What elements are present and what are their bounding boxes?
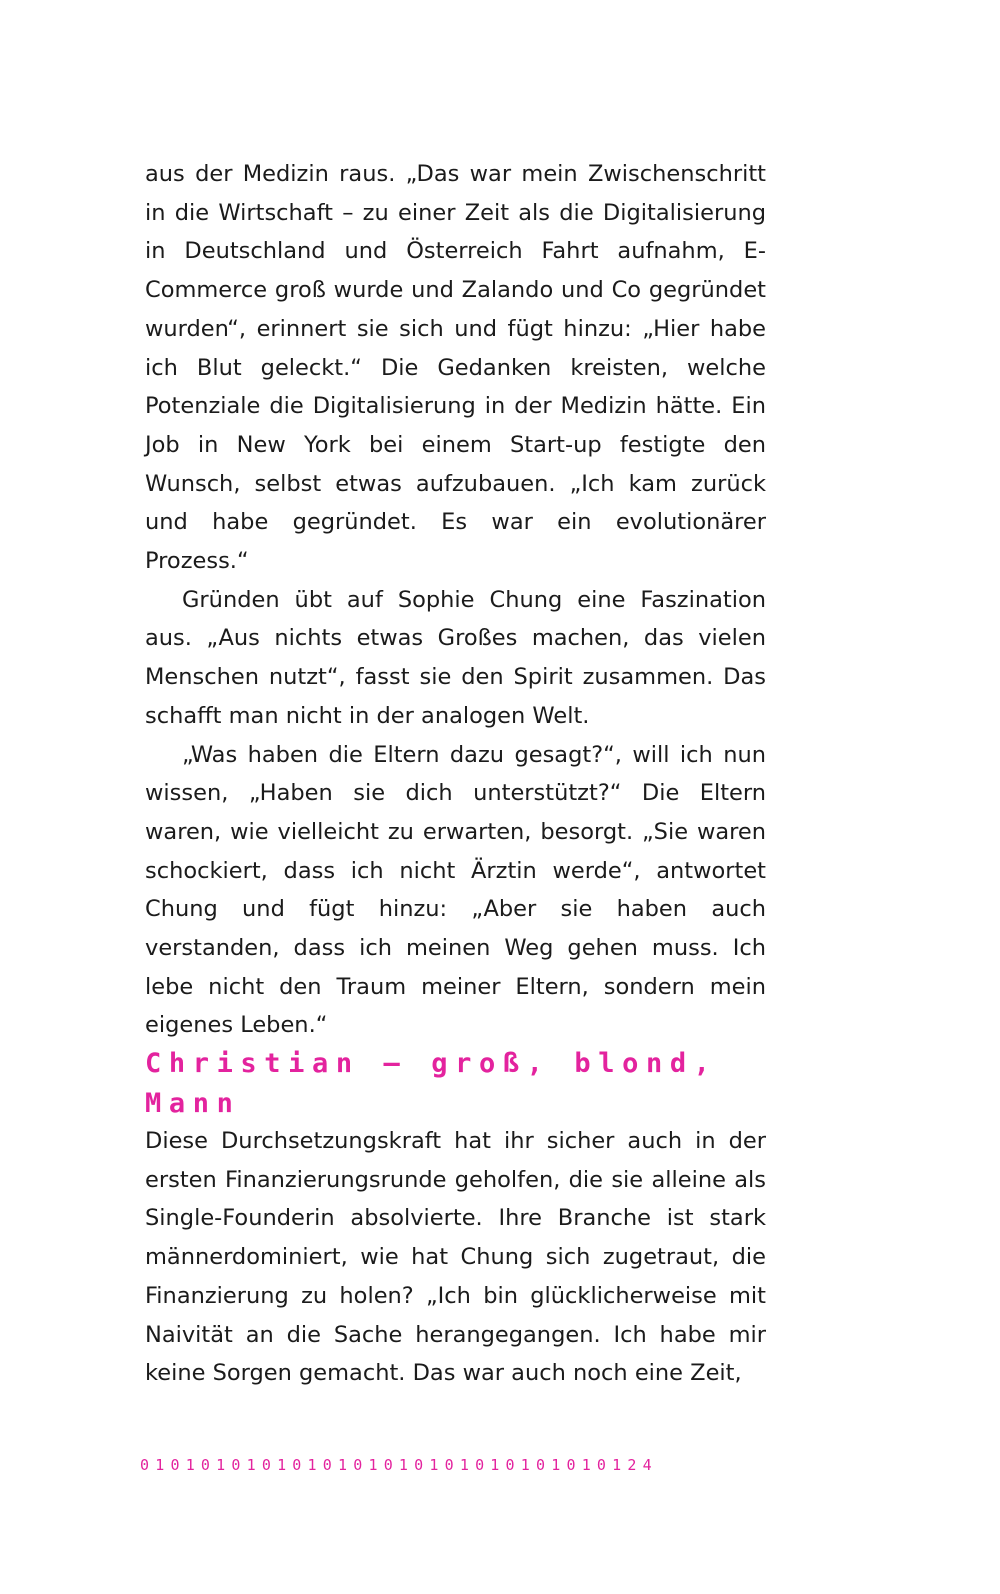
section-heading: Christian – groß, blond, Mann [145, 1048, 742, 1119]
binary-pattern: 0101010101010101010101010101010 [140, 1456, 613, 1474]
paragraph: Gründen übt auf Sophie Chung eine Faszination aus. „Aus nichts etwas Großes machen, das vielen Menschen nutzt“, fasst sie den Spirit zusammen. Das schafft man nicht in der analogen Welt. [145, 586, 766, 729]
body-text-section-2 [145, 1122, 766, 1393]
paragraph: aus der Medizin raus. „Das war mein Zwischenschritt in die Wirtschaft – zu einer Zeit als die Digitalisierung in Deutschland und Österreich Fahrt aufnahm, E-Commerce groß wurde und Zalando und Co gegründet wurden“, erinnert sie sich und fügt hinzu: „Hier habe ich Blut geleckt.“ Die Gedanken kreisten, welche Potenziale die Digitalisierung in der Medizin hätte. Ein Job in New York bei einem Start-up festigte den Wunsch, selbst etwas aufzubauen. „Ich kam zurück und habe gegründet. Es war ein evolutionärer Prozess.“ [145, 161, 766, 575]
paragraph: Diese Durchsetzungskraft hat ihr sicher auch in der ersten Finanzierungsrunde geholfen, die sie alleine als Single-Founderin absolvierte. Ihre Branche ist stark männerdominiert, wie hat Chung sich zugetraut, die Finanzierung zu holen? „Ich bin glücklicherweise mit Naivität an die Sache herangegangen. Ich habe mir keine Sorgen gemacht. Das war auch noch eine Zeit, [145, 1128, 766, 1387]
body-text-section-1 [145, 155, 766, 1045]
page-footer [140, 1454, 780, 1476]
paragraph: „Was haben die Eltern dazu gesagt?“, will ich nun wissen, „Haben sie dich unterstützt?“ Die Eltern waren, wie vielleicht zu erwarten, besorgt. „Sie waren schockiert, dass ich nicht Ärztin werde“, antwortet Chung und fügt hinzu: „Aber sie haben auch verstanden, dass ich meinen Weg gehen muss. Ich lebe nicht den Traum meiner Eltern, sondern mein eigenes Leben.“ [145, 741, 766, 1039]
page-number: 124 [612, 1456, 658, 1474]
